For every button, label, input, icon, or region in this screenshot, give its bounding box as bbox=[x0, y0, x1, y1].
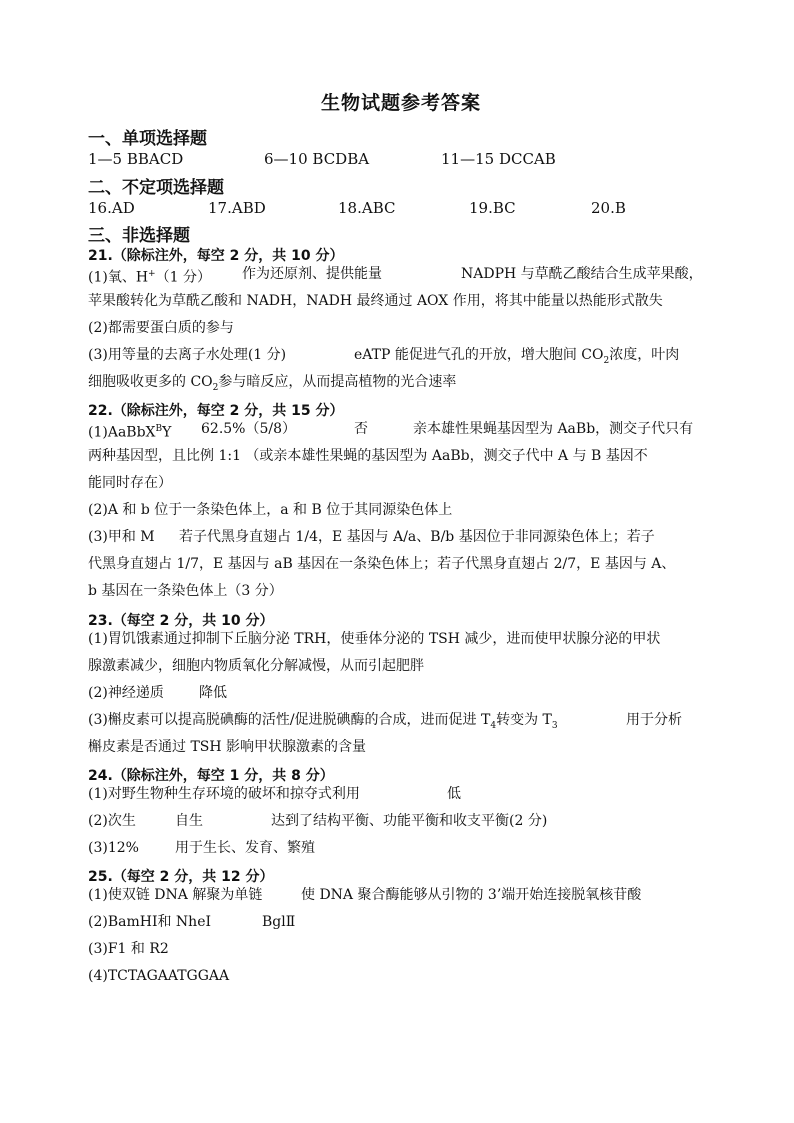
answer-item: 16.AD bbox=[88, 199, 135, 217]
q21-line-4: (3)用等量的去离子水处理(1 分) eATP 能促进气孔的开放，增大胞间 $CO_2$浓度，叶肉 bbox=[88, 347, 680, 366]
q21-line-3: (2)都需要蛋白质的参与 bbox=[88, 320, 234, 336]
question-22-heading: 22.（除标注外，每空 2 分，共 15 分） bbox=[88, 403, 344, 419]
q22-line-7: b 基因在一条染色体上（3 分） bbox=[88, 583, 283, 599]
answer-item: 17.ABD bbox=[208, 199, 266, 217]
q23-line-5: 槲皮素是否通过 TSH 影响甲状腺激素的含量 bbox=[88, 739, 367, 755]
answer-group: 11—15 DCCAB bbox=[441, 150, 556, 168]
q24-line-2: (2)次生 自生 达到了结构平衡、功能平衡和收支平衡(2 分) bbox=[88, 813, 548, 829]
q23-line-1: (1)胃饥饿素通过抑制下丘脑分泌 TRH，使垂体分泌的 TSH 减少，进而使甲状腺分泌的甲状 bbox=[88, 631, 661, 647]
q22-line-4: (2)A 和 b 位于一条染色体上，a 和 B 位于其同源染色体上 bbox=[88, 502, 453, 518]
q22-line-1: (1)AaBbX$^B$Y 62.5%（5/8） 否 亲本雄性果蝇基因型为 AaBb，测交子代只有 bbox=[88, 421, 694, 441]
q22-line-2: 两种基因型，且比例 1:1 （或亲本雄性果蝇的基因型为 AaBb，测交子代中 A 与 B 基因不 bbox=[88, 448, 648, 464]
q25-line-1: (1)使双链 DNA 解聚为单链 使 DNA 聚合酶能够从引物的 3’端开始连接脱氧核苷酸 bbox=[88, 887, 642, 903]
page-title: 生物试题参考答案 bbox=[320, 92, 481, 114]
section-heading-non-choice: 三、非选择题 bbox=[88, 226, 190, 246]
q25-line-3: (3)F1 和 R2 bbox=[88, 941, 169, 957]
q25-line-2: (2)BamHⅠ和 NheⅠ BglⅡ bbox=[88, 914, 296, 930]
answer-group: 1—5 BBACD bbox=[88, 150, 184, 168]
q21-line-5: 细胞吸收更多的 $CO_2$参与暗反应，从而提高植物的光合速率 bbox=[88, 374, 457, 393]
question-23-heading: 23.（每空 2 分，共 10 分） bbox=[88, 613, 274, 629]
question-25-heading: 25.（每空 2 分，共 12 分） bbox=[88, 869, 274, 885]
q21-line-1: (1)氧、H+（1 分） 作为还原剂、提供能量 NADPH 与草酰乙酸结合生成苹果酸， bbox=[88, 266, 703, 286]
answer-item: 18.ABC bbox=[338, 199, 396, 217]
answer-item: 20.B bbox=[591, 199, 626, 217]
question-24-heading: 24.（除标注外，每空 1 分，共 8 分） bbox=[88, 768, 334, 784]
q22-line-3: 能同时存在） bbox=[88, 475, 172, 491]
question-21-heading: 21.（除标注外，每空 2 分，共 10 分） bbox=[88, 248, 344, 264]
q23-line-3: (2)神经递质 降低 bbox=[88, 685, 227, 701]
q25-line-4: (4)TCTAGAATGGAA bbox=[88, 968, 230, 984]
q23-line-4: (3)槲皮素可以提高脱碘酶的活性/促进脱碘酶的合成，进而促进 $T_4$转变为 $T_3$ 用于分析 bbox=[88, 712, 682, 731]
section-heading-multiple-choice: 二、不定项选择题 bbox=[88, 178, 224, 198]
q23-line-2: 腺激素减少，细胞内物质氧化分解减慢，从而引起肥胖 bbox=[88, 658, 424, 674]
q21-line-2: 苹果酸转化为草酰乙酸和 NADH，NADH 最终通过 AOX 作用，将其中能量以热能形式散失 bbox=[88, 293, 663, 309]
section-heading-single-choice: 一、单项选择题 bbox=[88, 129, 207, 149]
q22-line-5: (3)甲和 M 若子代黑身直翅占 1/4，E 基因与 A/a、B/b 基因位于非同源染色体上；若子 bbox=[88, 529, 655, 545]
answer-item: 19.BC bbox=[469, 199, 516, 217]
q24-line-3: (3)12% 用于生长、发育、繁殖 bbox=[88, 840, 315, 856]
q22-line-6: 代黑身直翅占 1/7，E 基因与 aB 基因在一条染色体上；若子代黑身直翅占 2/7，E 基因与 A、 bbox=[88, 556, 676, 572]
answer-group: 6—10 BCDBA bbox=[264, 150, 370, 168]
q24-line-1: (1)对野生物种生存环境的破坏和掠夺式利用 低 bbox=[88, 786, 461, 802]
